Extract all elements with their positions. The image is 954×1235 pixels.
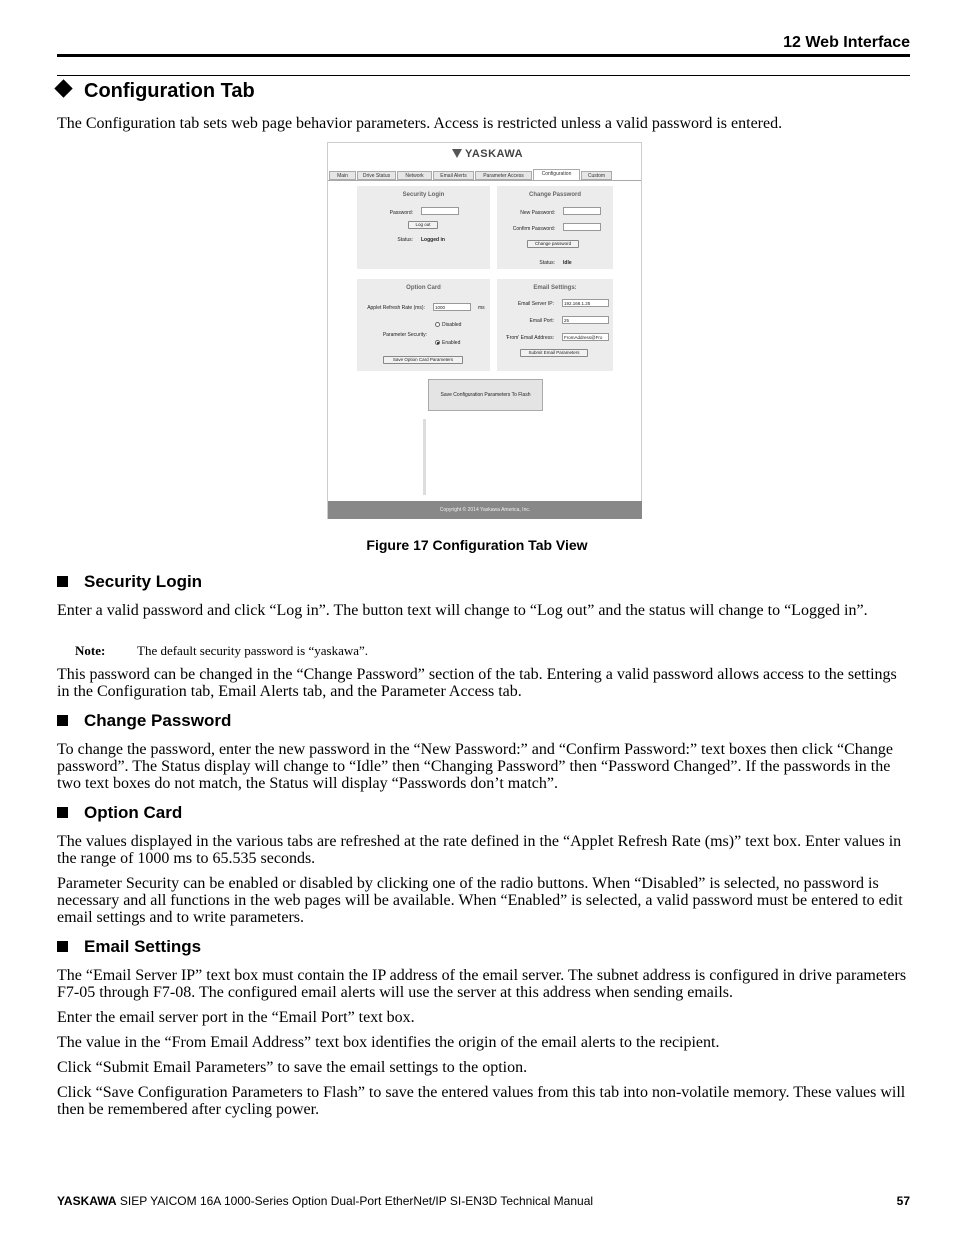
page-number: 57: [896, 1194, 910, 1208]
square-bullet-icon: [57, 807, 68, 818]
header-rule: [57, 54, 910, 57]
option-card-panel: [357, 279, 490, 371]
email-settings-p5: Click “Save Configuration Parameters to Flash” to save the entered values from this tab into non-volatile memory. These values will then be remembered after cycling power.: [57, 1084, 906, 1118]
from-address-label: 'From' Email Address:: [505, 335, 554, 341]
option-card-p1: The values displayed in the various tabs are refreshed at the rate defined in the “Applet Refresh Rate (ms)” text box. Enter values in the range of 1000 ms to 65.535 seconds.: [57, 833, 902, 867]
tab-network[interactable]: Network: [397, 171, 432, 180]
square-bullet-icon: [57, 941, 68, 952]
save-option-card-button[interactable]: Save Option Card Parameters: [383, 356, 463, 364]
header-thin-rule: [57, 75, 910, 76]
tab-parameter-access[interactable]: Parameter Access: [475, 171, 532, 180]
email-port-input[interactable]: 25: [562, 316, 609, 324]
change-password-p1: To change the password, enter the new password in the “New Password:” and “Confirm Password:” text boxes then click “Change password”. The Status display will change to “Idle” then “Changing Password” then “Password Changed”. If the passwords in the two text boxes do not match, the Status will display “Passwords don’t match”.: [57, 741, 893, 792]
tab-configuration[interactable]: Configuration: [533, 169, 580, 181]
refresh-unit: ms: [478, 305, 485, 311]
confirm-password-label: Confirm Password:: [512, 226, 555, 232]
panel-title: Security Login: [402, 192, 445, 198]
footer-title: SIEP YAICOM 16A 1000-Series Option Dual-Port EtherNet/IP SI-EN3D Technical Manual: [119, 1194, 594, 1208]
enabled-radio[interactable]: [435, 340, 440, 345]
section-heading-configuration-tab: Configuration Tab: [57, 80, 255, 103]
email-settings-p3: The value in the “From Email Address” text box identifies the origin of the email alerts to the recipient.: [57, 1034, 720, 1051]
note-text: The default security password is “yaskawa”.: [137, 643, 369, 658]
footer-brand: YASKAWA: [57, 1194, 117, 1208]
panel-title: Change Password: [528, 192, 581, 198]
heading-security-login: Security Login: [57, 572, 202, 592]
panel-title: Option Card: [406, 285, 441, 291]
status-value: Idle: [563, 260, 572, 266]
disabled-label: Disabled: [442, 322, 462, 328]
tab-custom[interactable]: Custom: [581, 171, 612, 180]
new-password-label: New Password:: [520, 210, 555, 216]
tab-email-alerts[interactable]: Email Alerts: [433, 171, 474, 180]
refresh-rate-label: Applet Refresh Rate (ms):: [367, 305, 425, 311]
security-login-panel: [357, 186, 490, 269]
square-bullet-icon: [57, 715, 68, 726]
scrollbar[interactable]: [423, 419, 426, 495]
config-intro: The Configuration tab sets web page behavior parameters. Access is restricted unless a valid password is entered.: [57, 115, 783, 132]
email-settings-p1: The “Email Server IP” text box must contain the IP address of the email server. The subnet address is configured in drive parameters F7-05 through F7-08. The configured email alerts will use the server at this address when sending emails.: [57, 967, 907, 1001]
configuration-tab-screenshot: [327, 142, 642, 519]
enabled-label: Enabled: [442, 340, 461, 346]
email-server-label: Email Server IP:: [517, 301, 554, 307]
note-label: Note:: [75, 643, 106, 658]
panel-title: Email Settings:: [533, 285, 577, 291]
password-label: Password:: [389, 210, 413, 216]
security-login-p2: This password can be changed in the “Change Password” section of the tab. Entering a valid password allows access to the settings in the Configuration tab, Email Alerts tab, and the Parameter Access tab.: [57, 666, 897, 700]
parameter-security-label: Parameter Security:: [382, 332, 427, 338]
password-input[interactable]: [421, 207, 459, 215]
square-bullet-icon: [57, 576, 68, 587]
heading-option-card: Option Card: [57, 803, 182, 823]
screenshot-footer: Copyright © 2014 Yaskawa America, Inc.: [328, 501, 642, 519]
yaskawa-logo-icon: [452, 149, 462, 158]
option-card-p2: Parameter Security can be enabled or disabled by clicking one of the radio buttons. When “Disabled” is selected, no password is necessary and all functions in the web pages will be available. When “Enabled” is selected, a valid password must be entered to edit email settings and to write parameters.: [57, 875, 903, 926]
submit-email-button[interactable]: Submit Email Parameters: [520, 349, 588, 357]
status-label: Status:: [539, 260, 555, 266]
security-login-p1: Enter a valid password and click “Log in”. The button text will change to “Log out” and the status will change to “Logged in”.: [57, 602, 868, 619]
new-password-input[interactable]: [563, 207, 601, 215]
log-out-button[interactable]: Log out: [408, 221, 438, 229]
tab-underline: [328, 180, 641, 181]
disabled-radio[interactable]: [435, 322, 440, 327]
yaskawa-logo: YASKAWA: [452, 148, 523, 160]
tab-drive-status[interactable]: Drive Status: [357, 171, 396, 180]
status-value: Logged in: [421, 237, 445, 243]
email-server-input[interactable]: 192.168.1.25: [562, 299, 609, 307]
heading-email-settings: Email Settings: [57, 937, 201, 957]
email-port-label: Email Port:: [529, 318, 554, 324]
email-settings-p2: Enter the email server port in the “Email Port” text box.: [57, 1009, 415, 1026]
page-footer: [57, 1194, 593, 1208]
email-settings-p4: Click “Submit Email Parameters” to save the email settings to the option.: [57, 1059, 528, 1076]
email-settings-panel: [497, 279, 613, 371]
change-password-panel: [497, 186, 613, 269]
change-password-button[interactable]: Change password: [527, 240, 579, 248]
status-label: Status:: [397, 237, 413, 243]
refresh-rate-input[interactable]: 1000: [433, 303, 471, 311]
from-address-input[interactable]: FromAddress@Fro: [562, 333, 609, 341]
figure-caption: Figure 17 Configuration Tab View: [366, 537, 588, 553]
running-header: 12 Web Interface: [783, 34, 910, 51]
tab-main[interactable]: Main: [329, 171, 356, 180]
save-config-flash-button[interactable]: Save Configuration Parameters To Flash: [428, 379, 543, 411]
diamond-bullet-icon: [54, 79, 72, 97]
heading-change-password: Change Password: [57, 711, 231, 731]
confirm-password-input[interactable]: [563, 223, 601, 231]
